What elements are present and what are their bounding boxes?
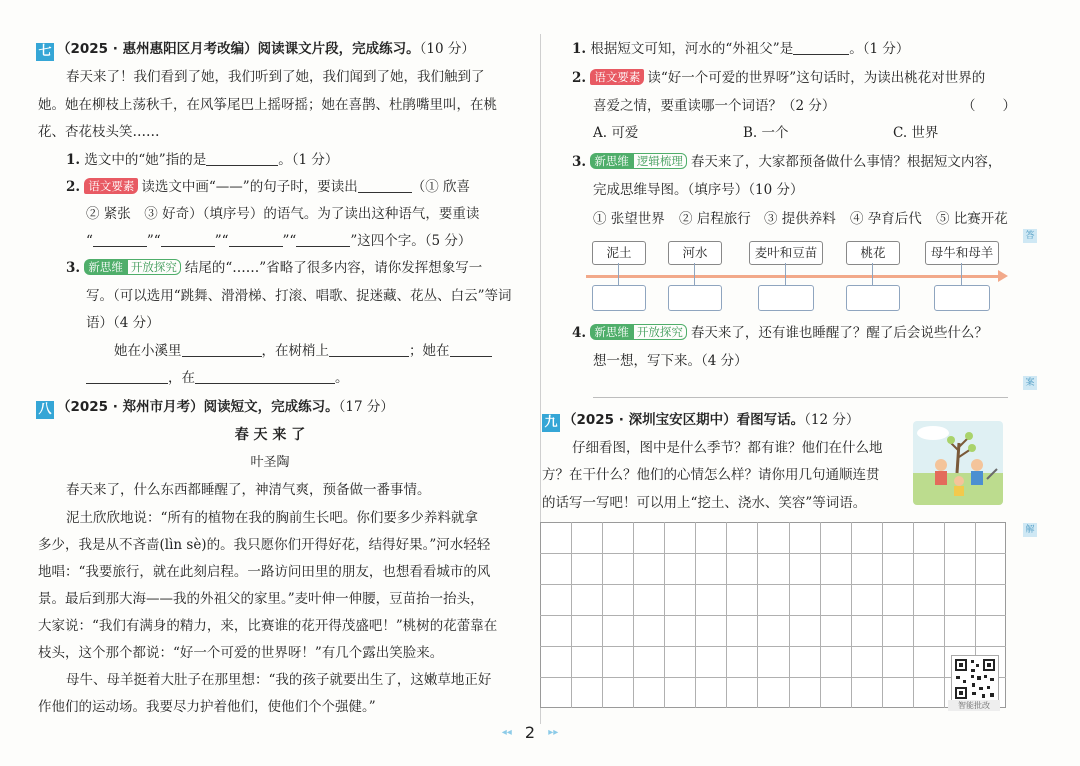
illustration-svg [913, 421, 1003, 505]
side-tab-answer[interactable]: 答 [1023, 229, 1037, 243]
q8-sub2-text: 读“好一个可爱的世界呀”这句话时，为读出桃花对世界的 [647, 70, 986, 86]
q7-stress-blank-1[interactable] [93, 232, 147, 247]
q8-sub2-line-2: 喜爱之情，要重读哪一个词语？（2 分） [593, 98, 836, 114]
q7-sub2-options-start: （① 欣喜 [411, 179, 470, 195]
mindmap-answer-box-1[interactable] [592, 285, 646, 311]
mindmap-option-1: ① 张望世界 [593, 211, 665, 227]
story-paragraph-2-line-3: 地唱：“我要旅行，就在此刻启程。一路访问田里的朋友，也想看看城市的风 [38, 564, 491, 580]
q7-sub3-line-3: 语）（4 分） [86, 315, 160, 331]
q7-sub3-number: 3. [66, 260, 81, 276]
q8-header [36, 397, 394, 419]
yuwen-yaosu-tag: 语文要素 [590, 69, 644, 85]
story-paragraph-2-line-4: 景。最后到那大海——我的外祖父的家里。”麦叶伸一伸腰，豆苗抬一抬头， [38, 591, 484, 607]
mindmap-connector [694, 263, 695, 285]
q7-passage-line-2: 她。她在柳枝上荡秋千，在风筝尾巴上摇呀摇；她在喜鹊、杜鹃嘴里叫，在桃 [38, 97, 497, 113]
kaifang-tanjiu-tag: 开放探究 [633, 324, 687, 340]
next-page-arrows[interactable]: ▸▸ [548, 727, 559, 738]
q8-sub4-number: 4. [572, 325, 587, 341]
q7-sub2-tone-blank[interactable] [358, 178, 412, 193]
q7-sub3-fill-line-2 [86, 368, 349, 388]
qr-code-svg [952, 656, 998, 702]
mindmap-node-soil: 泥土 [592, 241, 646, 265]
q9-prompt-line-3: 的话写一写吧！可以用上“挖土、浇水、笑容”等词语。 [542, 495, 867, 511]
q8-sub2-option-a[interactable]: A. 可爱 [593, 125, 639, 141]
prev-page-arrows[interactable]: ◂◂ [501, 727, 512, 738]
fill-text-1: 她在小溪里 [114, 343, 182, 359]
q9-prompt-line-1: 仔细看图，图中是什么季节？都有谁？他们在什么地 [572, 440, 883, 456]
q8-sub3-number: 3. [572, 154, 587, 170]
q7-stress-blank-2[interactable] [161, 232, 215, 247]
q8-sub2-option-c[interactable]: C. 世界 [893, 125, 939, 141]
q8-sub3-line-2: 完成思维导图。（填序号）（10 分） [593, 182, 804, 198]
q8-sub2-option-b[interactable]: B. 一个 [743, 125, 789, 141]
q7-fill-blank-2[interactable] [329, 342, 409, 357]
q8-number-badge: 八 [36, 401, 54, 419]
q7-passage-line-1: 春天来了！我们看到了她，我们听到了她，我们闻到了她，我们触到了 [66, 69, 485, 85]
q8-sub3-text: 春天来了，大家都预备做什么事情？根据短文内容， [690, 154, 1002, 170]
q8-score: （17 分） [338, 399, 394, 415]
q7-sub1 [66, 150, 338, 170]
q8-title: （2025 · 郑州市月考）阅读短文，完成练习。 [57, 399, 339, 415]
fill-text-3: ；她在 [409, 343, 450, 359]
q7-passage-line-3: 花、杏花枝头笑…… [38, 124, 160, 140]
q7-title: （2025 · 惠州惠阳区月考改编）阅读课文片段，完成练习。 [57, 41, 420, 57]
q8-sub1 [572, 39, 909, 59]
mindmap-connector [961, 263, 962, 285]
story-paragraph-1: 春天来了，什么东西都睡醒了，神清气爽，预备做一番事情。 [66, 482, 431, 498]
story-paragraph-3-line-1: 母牛、母羊挺着大肚子在那里想：“我的孩子就要出生了，这嫩草地正好 [66, 672, 492, 688]
fill-text-5: 。 [335, 370, 349, 386]
mindmap-node-cow-sheep: 母牛和母羊 [925, 241, 999, 265]
mindmap-option-4: ④ 孕育后代 [850, 211, 922, 227]
mindmap-arrow-head [998, 270, 1008, 282]
mindmap-node-river: 河水 [668, 241, 722, 265]
side-tab-explain[interactable]: 解 [1023, 523, 1037, 537]
yuwen-yaosu-tag: 语文要素 [84, 178, 138, 194]
story-paragraph-2-line-5: 大家说：“我们有满身的精力，来，比赛谁的花开得茂盛吧！”桃树的花蕾靠在 [38, 618, 498, 634]
story-paragraph-3-line-2: 作他们的运动场。我要尽力护着他们，使他们个个强健。” [38, 699, 376, 715]
q7-sub1-tail: 。（1 分） [278, 152, 339, 168]
writing-grid[interactable] [540, 522, 1006, 708]
q8-sub4-answer-line[interactable] [593, 397, 1008, 398]
q8-sub3-line-1 [572, 152, 1001, 172]
q9-number-badge: 九 [542, 414, 560, 432]
kaifang-tanjiu-tag: 开放探究 [127, 259, 181, 275]
q8-sub4-line-2: 想一想，写下来。（4 分） [593, 353, 748, 369]
q7-fill-blank-5[interactable] [195, 369, 335, 384]
fill-text-4: ，在 [168, 370, 195, 386]
q7-sub2-tail: ”这四个字。（5 分） [350, 233, 472, 249]
q7-sub1-number: 1. [66, 152, 81, 168]
q9-prompt-line-2: 方？在干什么？他们的心情怎么样？请你用几句通顺连贯 [542, 467, 880, 483]
side-tab-case[interactable]: 案 [1023, 376, 1037, 390]
q7-sub2-number: 2. [66, 179, 81, 195]
q7-fill-blank-1[interactable] [182, 342, 262, 357]
q8-sub4-text: 春天来了，还有谁也睡醒了？醒了后会说些什么？ [690, 325, 988, 341]
q7-sub3-text: 结尾的“……”省略了很多内容，请你发挥想象写一 [184, 260, 483, 276]
qr-code-label: 智能批改 [948, 700, 1000, 711]
mindmap-answer-box-3[interactable] [758, 285, 814, 311]
mindmap-option-3: ③ 提供养料 [764, 211, 836, 227]
mindmap-option-5: ⑤ 比赛开花 [936, 211, 1008, 227]
luoji-shuli-tag: 逻辑梳理 [633, 153, 687, 169]
q8-sub2-number: 2. [572, 70, 587, 86]
mindmap-option-2: ② 启程旅行 [679, 211, 751, 227]
q7-sub3-fill-line-1 [114, 341, 492, 361]
q7-fill-blank-3[interactable] [450, 342, 492, 357]
xinsiwei-tag: 新思维 [84, 259, 127, 275]
story-title: 春 天 来 了 [234, 427, 306, 443]
mindmap-connector [872, 263, 873, 285]
q7-stress-blank-4[interactable] [296, 232, 350, 247]
q7-sub1-text: 选文中的“她”指的是 [84, 152, 207, 168]
story-author: 叶圣陶 [250, 455, 290, 470]
q7-sub2-text: 读选文中画“——”的句子时，要读出 [141, 179, 358, 195]
q7-stress-blank-3[interactable] [229, 232, 283, 247]
q7-sub2-line-3 [86, 231, 471, 251]
story-paragraph-2-line-1: 泥土欣欣地说：“所有的植物在我的胸前生长吧。你们要多少养料就拿 [66, 510, 478, 526]
q7-header [36, 39, 475, 61]
q8-sub1-tail: 。（1 分） [849, 41, 910, 57]
page-number: 2 [524, 723, 536, 742]
quote-open: “ [86, 233, 93, 249]
q7-fill-blank-4[interactable] [86, 369, 168, 384]
q7-score: （10 分） [419, 41, 475, 57]
q7-number-badge: 七 [36, 43, 54, 61]
xinsiwei-tag: 新思维 [590, 324, 633, 340]
story-paragraph-2-line-6: 枝头，这个那个都说：“好一个可爱的世界呀！”有几个露出笑脸来。 [38, 645, 444, 661]
mindmap-answer-box-5[interactable] [934, 285, 990, 311]
mindmap-connector [785, 263, 786, 285]
q7-sub1-answer-blank[interactable] [206, 151, 278, 166]
q8-sub2-answer-paren[interactable]: （ ） [962, 98, 1016, 114]
q8-sub4-line-1 [572, 323, 988, 343]
q8-sub2-line-1 [572, 68, 985, 88]
q9-score: （12 分） [804, 412, 860, 428]
mindmap-timeline-arrow [586, 275, 1000, 278]
writing-grid-svg[interactable] [540, 522, 1006, 708]
story-paragraph-2-line-2: 多少，我是从不吝啬(lìn sè)的。我只愿你们开得好花，结得好果。”河水轻轻 [38, 537, 491, 553]
q7-sub2-line-1 [66, 177, 470, 197]
xinsiwei-tag: 新思维 [590, 153, 633, 169]
mindmap-answer-box-4[interactable] [846, 285, 900, 311]
q8-sub1-text: 根据短文可知，河水的“外祖父”是 [590, 41, 794, 57]
mindmap-node-peach: 桃花 [846, 241, 900, 265]
q8-sub1-number: 1. [572, 41, 587, 57]
q9-title: （2025 · 深圳宝安区期中）看图写话。 [563, 412, 805, 428]
quote-mid: ”“ [282, 233, 297, 249]
q7-sub3-line-2: 写。（可以选用“跳舞、滑滑梯、打滚、唱歌、捉迷藏、花丛、白云”等词 [86, 288, 512, 304]
q7-sub3-line-1 [66, 258, 482, 278]
quote-mid: ”“ [146, 233, 161, 249]
q8-sub1-answer-blank[interactable] [793, 40, 849, 55]
mindmap-node-wheat-beans: 麦叶和豆苗 [749, 241, 823, 265]
page-footer [485, 723, 575, 742]
mindmap-connector [618, 263, 619, 285]
spring-planting-illustration [913, 421, 1003, 505]
q7-sub2-line-2: ② 紧张 ③ 好奇）（填序号）的语气。为了读出这种语气，要重读 [86, 206, 480, 222]
fill-text-2: ，在树梢上 [261, 343, 329, 359]
quote-mid: ”“ [214, 233, 229, 249]
mindmap-answer-box-2[interactable] [668, 285, 722, 311]
qr-code-icon[interactable] [951, 655, 999, 703]
q9-header [542, 410, 859, 432]
